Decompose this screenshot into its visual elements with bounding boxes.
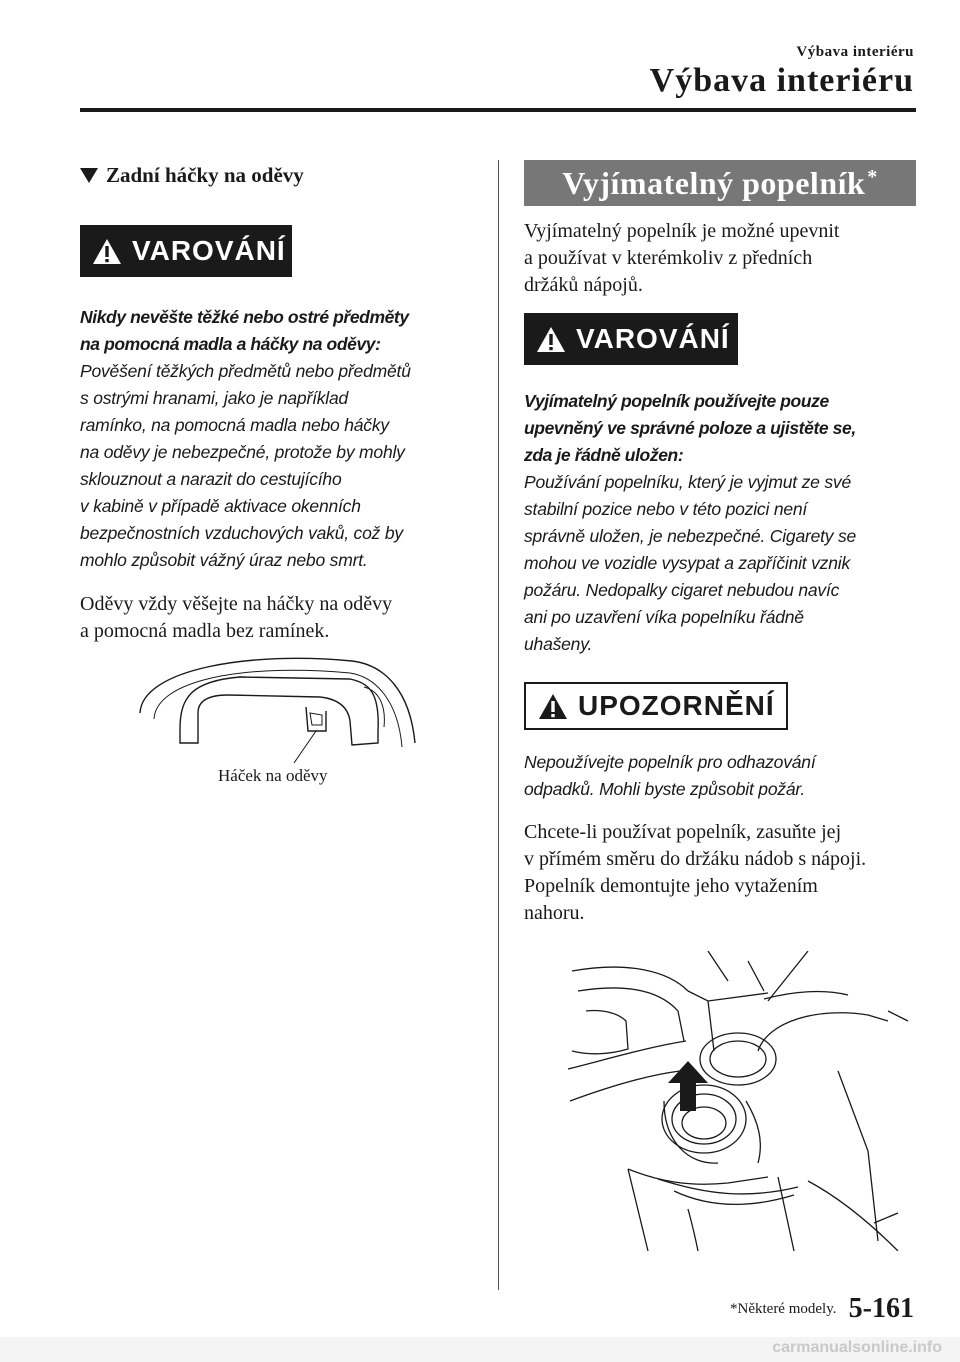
warning-box-wrap (80, 225, 476, 277)
warning-text-line: uhašeny. (524, 634, 593, 654)
watermark-bar (0, 1337, 960, 1362)
header-chapter-title: Výbava interiéru (649, 62, 914, 99)
warning-text-line: sklouznout a narazit do cestujícího (80, 469, 342, 489)
caution-icon (538, 693, 568, 720)
hook-figure (80, 651, 476, 791)
body-line: a pomocná madla bez ramínek. (80, 620, 330, 642)
warning-bold-line: upevněný ve správné poloze a ujistěte se, (524, 418, 856, 438)
warning-text-line: Pověšení těžkých předmětů nebo předmětů (80, 361, 411, 381)
body-line: a používat v kterémkoliv z předních (524, 247, 813, 269)
warning-text-line: na oděvy je nebezpečné, protože by mohly (80, 442, 405, 462)
triangle-bullet-icon (80, 168, 98, 183)
caution-text-line: odpadků. Mohli byste způsobit požár. (524, 779, 806, 799)
caution-label: UPOZORNĚNÍ (578, 690, 775, 721)
warning-box-wrap (524, 313, 916, 365)
warning-text-line: bezpečnostních vzduchových vaků, což by (80, 523, 403, 543)
warning-box (80, 225, 292, 277)
caution-box-wrap (524, 682, 916, 730)
header-rule (80, 108, 916, 112)
warning-icon (536, 326, 566, 353)
warning-bold-line: zda je řádně uložen: (524, 445, 684, 465)
body-line: Chcete-li používat popelník, zasuňte jej (524, 821, 842, 843)
warning-bold-line: na pomocná madla a háčky na oděvy: (80, 334, 381, 354)
warning-bold-line: Nikdy nevěšte těžké nebo ostré předměty (80, 307, 409, 327)
warning-text-line: v kabině v případě aktivace okenních (80, 496, 361, 516)
watermark-text: carmanualsonline.info (772, 1339, 942, 1356)
body-line: držáků nápojů. (524, 274, 643, 296)
caution-box (524, 682, 788, 730)
body-paragraph (524, 819, 916, 927)
warning-icon (92, 238, 122, 265)
subheading-text: Zadní háčky na oděvy (106, 163, 304, 187)
warning-content (524, 388, 916, 658)
models-asterisk: * (867, 165, 878, 188)
page-number: 5-161 (848, 1293, 914, 1324)
body-line: Popelník demontujte jeho vytažením (524, 875, 818, 897)
section-title-text: Vyjímatelný popelník (562, 164, 866, 201)
warning-text-line: s ostrými hranami, jako je například (80, 388, 349, 408)
intro-paragraph (524, 218, 916, 299)
footer-note: *Některé modely. (730, 1301, 837, 1317)
caution-text-line: Nepoužívejte popelník pro odhazování (524, 752, 816, 772)
warning-text-line: ramínko, na pomocná madla nebo háčky (80, 415, 389, 435)
warning-text-line: mohlo způsobit vážný úraz nebo smrt. (80, 550, 368, 570)
header-small-title: Výbava interiéru (796, 44, 914, 60)
column-divider (498, 160, 499, 1290)
section-title (524, 160, 916, 206)
body-line: Oděvy vždy věšejte na háčky na oděvy (80, 593, 393, 615)
ashtray-console-illustration (568, 951, 918, 1251)
warning-text-line: Používání popelníku, který je vyjmut ze své (524, 472, 851, 492)
figure-caption: Háček na oděvy (218, 766, 328, 785)
warning-label: VAROVÁNÍ (132, 235, 286, 266)
body-line: Vyjímatelný popelník je možné upevnit (524, 220, 840, 242)
warning-text-line: mohou ve vozidle vysypat a zapříčinit vznik (524, 553, 850, 573)
body-line: v přímém směru do držáku nádob s nápoji. (524, 848, 867, 870)
left-column (80, 160, 476, 791)
warning-text-line: požáru. Nedopalky cigaret nebudou navíc (524, 580, 840, 600)
ashtray-figure (524, 951, 916, 1251)
subheading (80, 163, 476, 188)
right-column (524, 160, 916, 1251)
body-paragraph (80, 591, 476, 645)
body-line: nahoru. (524, 902, 585, 924)
warning-content (80, 304, 476, 574)
grab-handle-illustration (80, 651, 476, 763)
caution-content (524, 749, 916, 803)
warning-label: VAROVÁNÍ (576, 323, 730, 354)
warning-box (524, 313, 738, 365)
warning-text-line: ani po uzavření víka popelníku řádně (524, 607, 804, 627)
warning-text-line: stabilní pozice nebo v této pozici není (524, 499, 808, 519)
warning-bold-line: Vyjímatelný popelník používejte pouze (524, 391, 829, 411)
warning-text-line: správně uložen, je nebezpečné. Cigarety se (524, 526, 857, 546)
